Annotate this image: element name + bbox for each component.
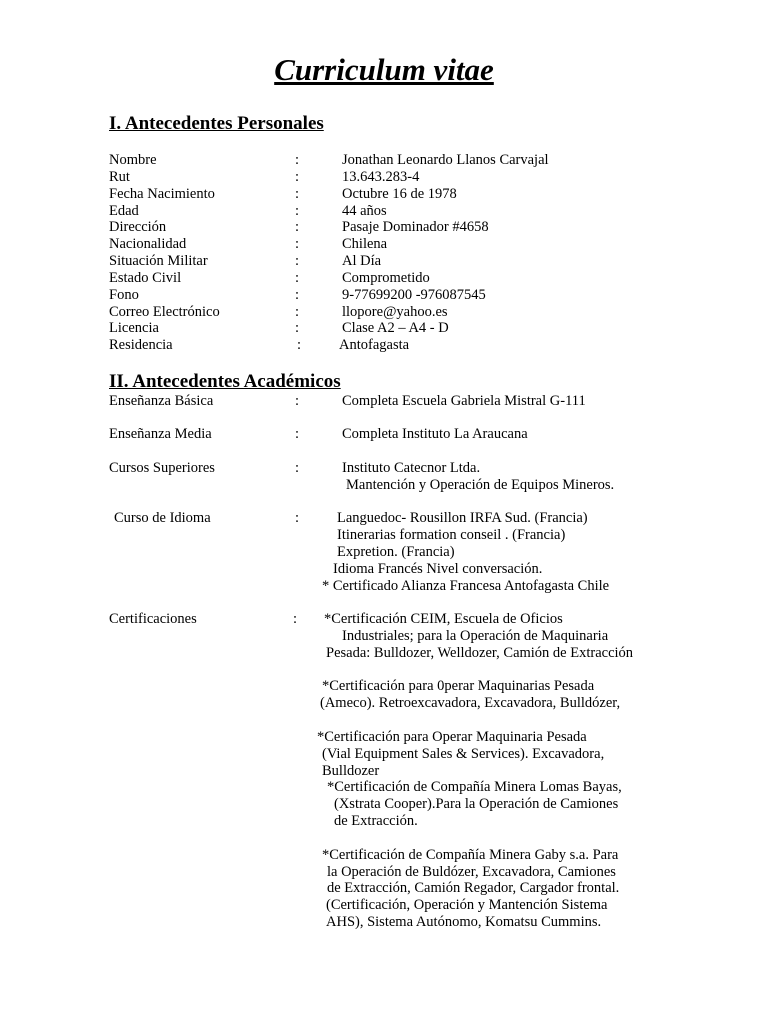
value-cert-line: Industriales; para la Operación de Maquinaria	[342, 628, 609, 644]
value-cursos-line: Mantención y Operación de Equipos Mineros.	[346, 477, 615, 493]
value-cert-line: de Extracción.	[334, 813, 418, 829]
value-cert-line: *Certificación de Compañía Minera Lomas Bayas,	[327, 779, 622, 795]
label-cursos-superiores: Cursos Superiores	[109, 460, 215, 476]
colon: :	[295, 219, 300, 235]
value-cert-line: la Operación de Buldózer, Excavadora, Camiones	[327, 864, 616, 880]
label-situacion-militar: Situación Militar	[109, 253, 208, 269]
label-estado-civil: Estado Civil	[109, 270, 182, 286]
colon: :	[295, 287, 300, 303]
value-rut: 13.643.283-4	[342, 169, 420, 185]
value-idioma-line: Languedoc- Rousillon IRFA Sud. (Francia)	[337, 510, 588, 526]
label-ensenanza-media: Enseñanza Media	[109, 426, 212, 442]
value-correo: llopore@yahoo.es	[342, 304, 448, 320]
colon: :	[293, 611, 298, 627]
label-fecha-nacimiento: Fecha Nacimiento	[109, 186, 215, 202]
value-cert-line: AHS), Sistema Autónomo, Komatsu Cummins.	[326, 914, 602, 930]
label-edad: Edad	[109, 203, 139, 219]
value-situacion-militar: Al Día	[342, 253, 382, 269]
value-estado-civil: Comprometido	[342, 270, 430, 286]
colon: :	[295, 393, 300, 409]
colon: :	[295, 270, 300, 286]
value-fono: 9-77699200 -976087545	[342, 287, 486, 303]
value-fecha-nacimiento: Octubre 16 de 1978	[342, 186, 457, 202]
value-cert-line: de Extracción, Camión Regador, Cargador frontal.	[327, 880, 620, 896]
label-rut: Rut	[109, 169, 130, 185]
value-cert-line: *Certificación para 0perar Maquinarias Pesada	[322, 678, 595, 694]
label-residencia: Residencia	[109, 337, 173, 353]
value-idioma-line: * Certificado Alianza Francesa Antofagasta Chile	[322, 578, 610, 594]
document-title: Curriculum vitae	[274, 52, 494, 87]
value-cursos-line: Instituto Catecnor Ltda.	[342, 460, 481, 476]
value-licencia: Clase A2 – A4 - D	[342, 320, 449, 336]
value-idioma-line: Idioma Francés Nivel conversación.	[333, 561, 543, 577]
section-heading-academic: II. Antecedentes Académicos	[109, 371, 341, 392]
label-ensenanza-basica: Enseñanza Básica	[109, 393, 214, 409]
value-cert-line: (Xstrata Cooper).Para la Operación de Camiones	[334, 796, 619, 812]
label-curso-idioma: Curso de Idioma	[114, 510, 211, 526]
label-nombre: Nombre	[109, 152, 157, 168]
value-ensenanza-media: Completa Instituto La Araucana	[342, 426, 528, 442]
label-certificaciones: Certificaciones	[109, 611, 197, 627]
value-cert-line: (Certificación, Operación y Mantención Sistema	[326, 897, 608, 913]
value-residencia: Antofagasta	[339, 337, 410, 353]
value-cert-line: Bulldozer	[322, 763, 380, 779]
section-heading-personal: I. Antecedentes Personales	[109, 113, 324, 134]
colon: :	[297, 337, 302, 353]
value-cert-line: (Vial Equipment Sales & Services). Excavadora,	[322, 746, 605, 762]
colon: :	[295, 186, 300, 202]
value-edad: 44 años	[342, 203, 387, 219]
colon: :	[295, 460, 300, 476]
value-ensenanza-basica: Completa Escuela Gabriela Mistral G-111	[342, 393, 586, 409]
colon: :	[295, 203, 300, 219]
value-idioma-line: Expretion. (Francia)	[337, 544, 455, 560]
colon: :	[295, 152, 300, 168]
label-direccion: Dirección	[109, 219, 167, 235]
label-fono: Fono	[109, 287, 139, 303]
label-nacionalidad: Nacionalidad	[109, 236, 187, 252]
value-nacionalidad: Chilena	[342, 236, 388, 252]
value-cert-line: *Certificación para Operar Maquinaria Pesada	[317, 729, 587, 745]
value-cert-line: (Ameco). Retroexcavadora, Excavadora, Bulldózer,	[320, 695, 621, 711]
value-cert-line: Pesada: Bulldozer, Welldozer, Camión de Extracción	[326, 645, 634, 661]
value-cert-line: *Certificación CEIM, Escuela de Oficios	[324, 611, 563, 627]
colon: :	[295, 169, 300, 185]
value-idioma-line: Itinerarias formation conseil . (Francia)	[337, 527, 566, 543]
colon: :	[295, 426, 300, 442]
label-licencia: Licencia	[109, 320, 159, 336]
colon: :	[295, 304, 300, 320]
label-correo: Correo Electrónico	[109, 304, 220, 320]
colon: :	[295, 253, 300, 269]
colon: :	[295, 320, 300, 336]
value-nombre: Jonathan Leonardo Llanos Carvajal	[342, 152, 549, 168]
colon: :	[295, 510, 300, 526]
value-direccion: Pasaje Dominador #4658	[342, 219, 489, 235]
value-cert-line: *Certificación de Compañía Minera Gaby s.a. Para	[322, 847, 619, 863]
colon: :	[295, 236, 300, 252]
